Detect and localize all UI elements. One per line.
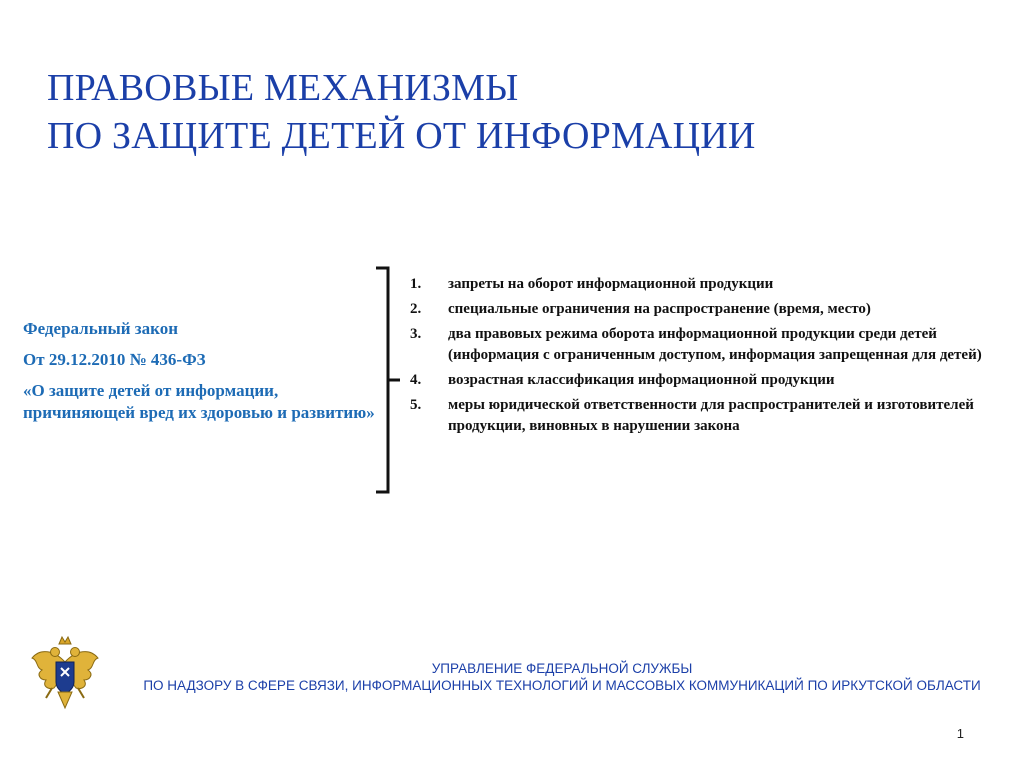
list-item xyxy=(410,324,1022,366)
federal-law-block xyxy=(23,318,383,433)
list-item-number: 2. xyxy=(410,301,422,317)
slide-title xyxy=(47,64,987,160)
slide-title-line-1: ПРАВОВЫЕ МЕХАНИЗМЫ xyxy=(47,67,519,109)
law-date-number: От 29.12.2010 № 436-ФЗ xyxy=(23,350,206,369)
footer-line-1: УПРАВЛЕНИЕ ФЕДЕРАЛЬНОЙ СЛУЖБЫ xyxy=(431,661,693,676)
page-number: 1 xyxy=(956,726,964,741)
curly-bracket-divider xyxy=(372,266,402,496)
list-item xyxy=(410,370,1022,391)
law-type: Федеральный закон xyxy=(23,319,179,338)
list-item xyxy=(410,299,1022,320)
list-item-text: меры юридической ответственности для распространителей и изготовителей продукции, виновных в нарушении закона xyxy=(448,397,974,434)
list-item-text: запреты на оборот информационной продукции xyxy=(448,276,774,292)
list-item xyxy=(410,395,1022,437)
law-title-line-1: «О защите детей от информации, xyxy=(23,381,279,400)
footer-line-2: ПО НАДЗОРУ В СФЕРЕ СВЯЗИ, ИНФОРМАЦИОННЫХ ТЕХНОЛОГИЙ И МАССОВЫХ КОММУНИКАЦИЙ ПО ИРКУТСКОЙ ОБЛАСТИ xyxy=(143,678,981,693)
footer-organization xyxy=(100,660,1024,694)
list-item-text: возрастная классификация информационной продукции xyxy=(448,372,835,388)
list-item-text: два правовых режима оборота информационной продукции среди детей (информация с ограниченным доступом, информация запрещенная для детей) xyxy=(448,326,982,363)
list-item-number: 1. xyxy=(410,276,422,292)
list-item-text: специальные ограничения на распространение (время, место) xyxy=(448,301,871,317)
list-item-number: 4. xyxy=(410,372,422,388)
slide-title-line-2: ПО ЗАЩИТЕ ДЕТЕЙ ОТ ИНФОРМАЦИИ xyxy=(47,115,756,157)
list-item-number: 3. xyxy=(410,326,422,342)
mechanisms-list xyxy=(410,274,1022,441)
list-item-number: 5. xyxy=(410,397,422,413)
law-title-line-2: причиняющей вред их здоровью и развитию» xyxy=(23,403,375,422)
double-headed-eagle-emblem-icon xyxy=(28,632,102,714)
list-item xyxy=(410,274,1022,295)
